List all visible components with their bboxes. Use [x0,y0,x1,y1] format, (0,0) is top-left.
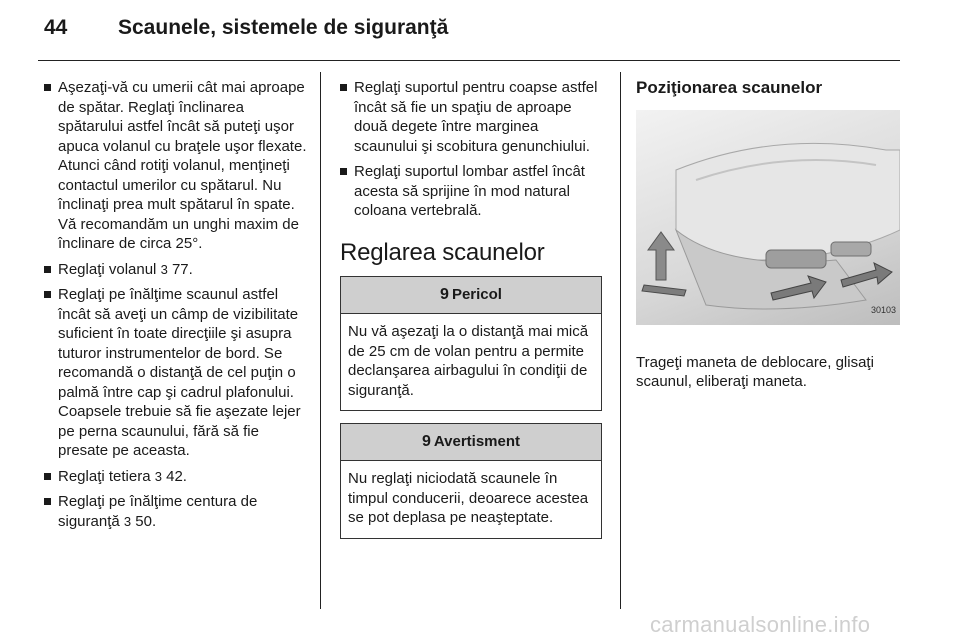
page-ref-arrow-icon: 3 [123,513,132,529]
list-item: Reglaţi pe înălţime scaunul astfel încât să aveţi un câmp de vizibilitate suficient în toate direcţiile şi asupra tuturor instrumentelor de bord. Se recomandă o distanţă de cel puţin o palmă între cap şi cadrul plafonului. Coapsele trebuie să fie aşezate lejer pe perna scaunului, fără să fie presate pe aceasta. [44,285,310,461]
header-divider [38,60,900,61]
list-item: Aşezaţi-vă cu umerii cât mai aproape de spătar. Reglaţi înclinarea spătarului astfel încât să puteţi uşor apuca volanul cu braţele uşor flexate. Atunci când rotiţi volanul, menţineţi contactul umerilor cu spătarul. Nu înclinaţi prea mult spătarul în spate. Vă recomandăm un unghi maxim de înclinare de circa 25°. [44,78,310,254]
page-ref-arrow-icon: 3 [160,261,168,277]
list-item: Reglaţi suportul lombar astfel încât acesta să sprijine în mod natural coloana vertebrală. [340,162,602,221]
column-divider-1 [320,72,321,609]
seat-illustration-icon [636,110,900,325]
list-item: Reglaţi suportul pentru coapse astfel încât să fie un spaţiu de aproape două degete între marginea scaunului şi scobitura genunchiului. [340,78,602,156]
column-3 [636,78,902,392]
danger-box [340,276,602,411]
page-header [0,0,960,60]
page-ref-link[interactable]: 77. [171,260,193,278]
section-title: Reglarea scaunelor [340,238,545,266]
list-item: Reglaţi pe înălţime centura de siguranţă 3 50. [44,492,310,531]
danger-text: Nu vă aşezaţi la o distanţă mai mică de 25 cm de volan pentru a permite declanşarea airbagului în condiţii de siguranţă. [348,323,589,399]
page-ref-arrow-icon: 3 [154,468,162,484]
warning-box-header [341,424,601,461]
warning-triangle-icon: 9 [421,433,431,451]
warning-title: Avertisment [433,433,521,451]
page-ref-link[interactable]: 42. [166,467,187,485]
list-item: Reglaţi tetiera 3 42. [44,467,310,487]
page-title: Scaunele, sistemele de siguranţă [118,16,449,39]
danger-box-header [341,277,601,314]
page-number: 44 [44,16,68,39]
figure-number: 30103 [870,305,896,315]
bullet-list-1 [44,78,310,531]
warning-triangle-icon: 9 [440,286,449,304]
warning-text: Nu reglaţi niciodată scaunele în timpul conducerii, deoarece acestea se pot deplasa pe neaşteptate. [348,470,589,526]
danger-title: Pericol [451,286,502,304]
seat-adjustment-figure [636,110,900,325]
subsection-title: Poziţionarea scaunelor [636,78,823,97]
figure-caption: Trageţi maneta de deblocare, glisaţi scaunul, eliberaţi maneta. [636,353,874,390]
list-item: Reglaţi volanul 3 77. [44,260,310,280]
column-divider-2 [620,72,621,609]
page-ref-link[interactable]: 50. [135,512,157,530]
column-1 [44,78,310,537]
warning-box [340,423,602,539]
column-2 [340,78,602,551]
bullet-list-2 [340,78,602,221]
watermark: carmanualsonline.info [650,612,871,637]
